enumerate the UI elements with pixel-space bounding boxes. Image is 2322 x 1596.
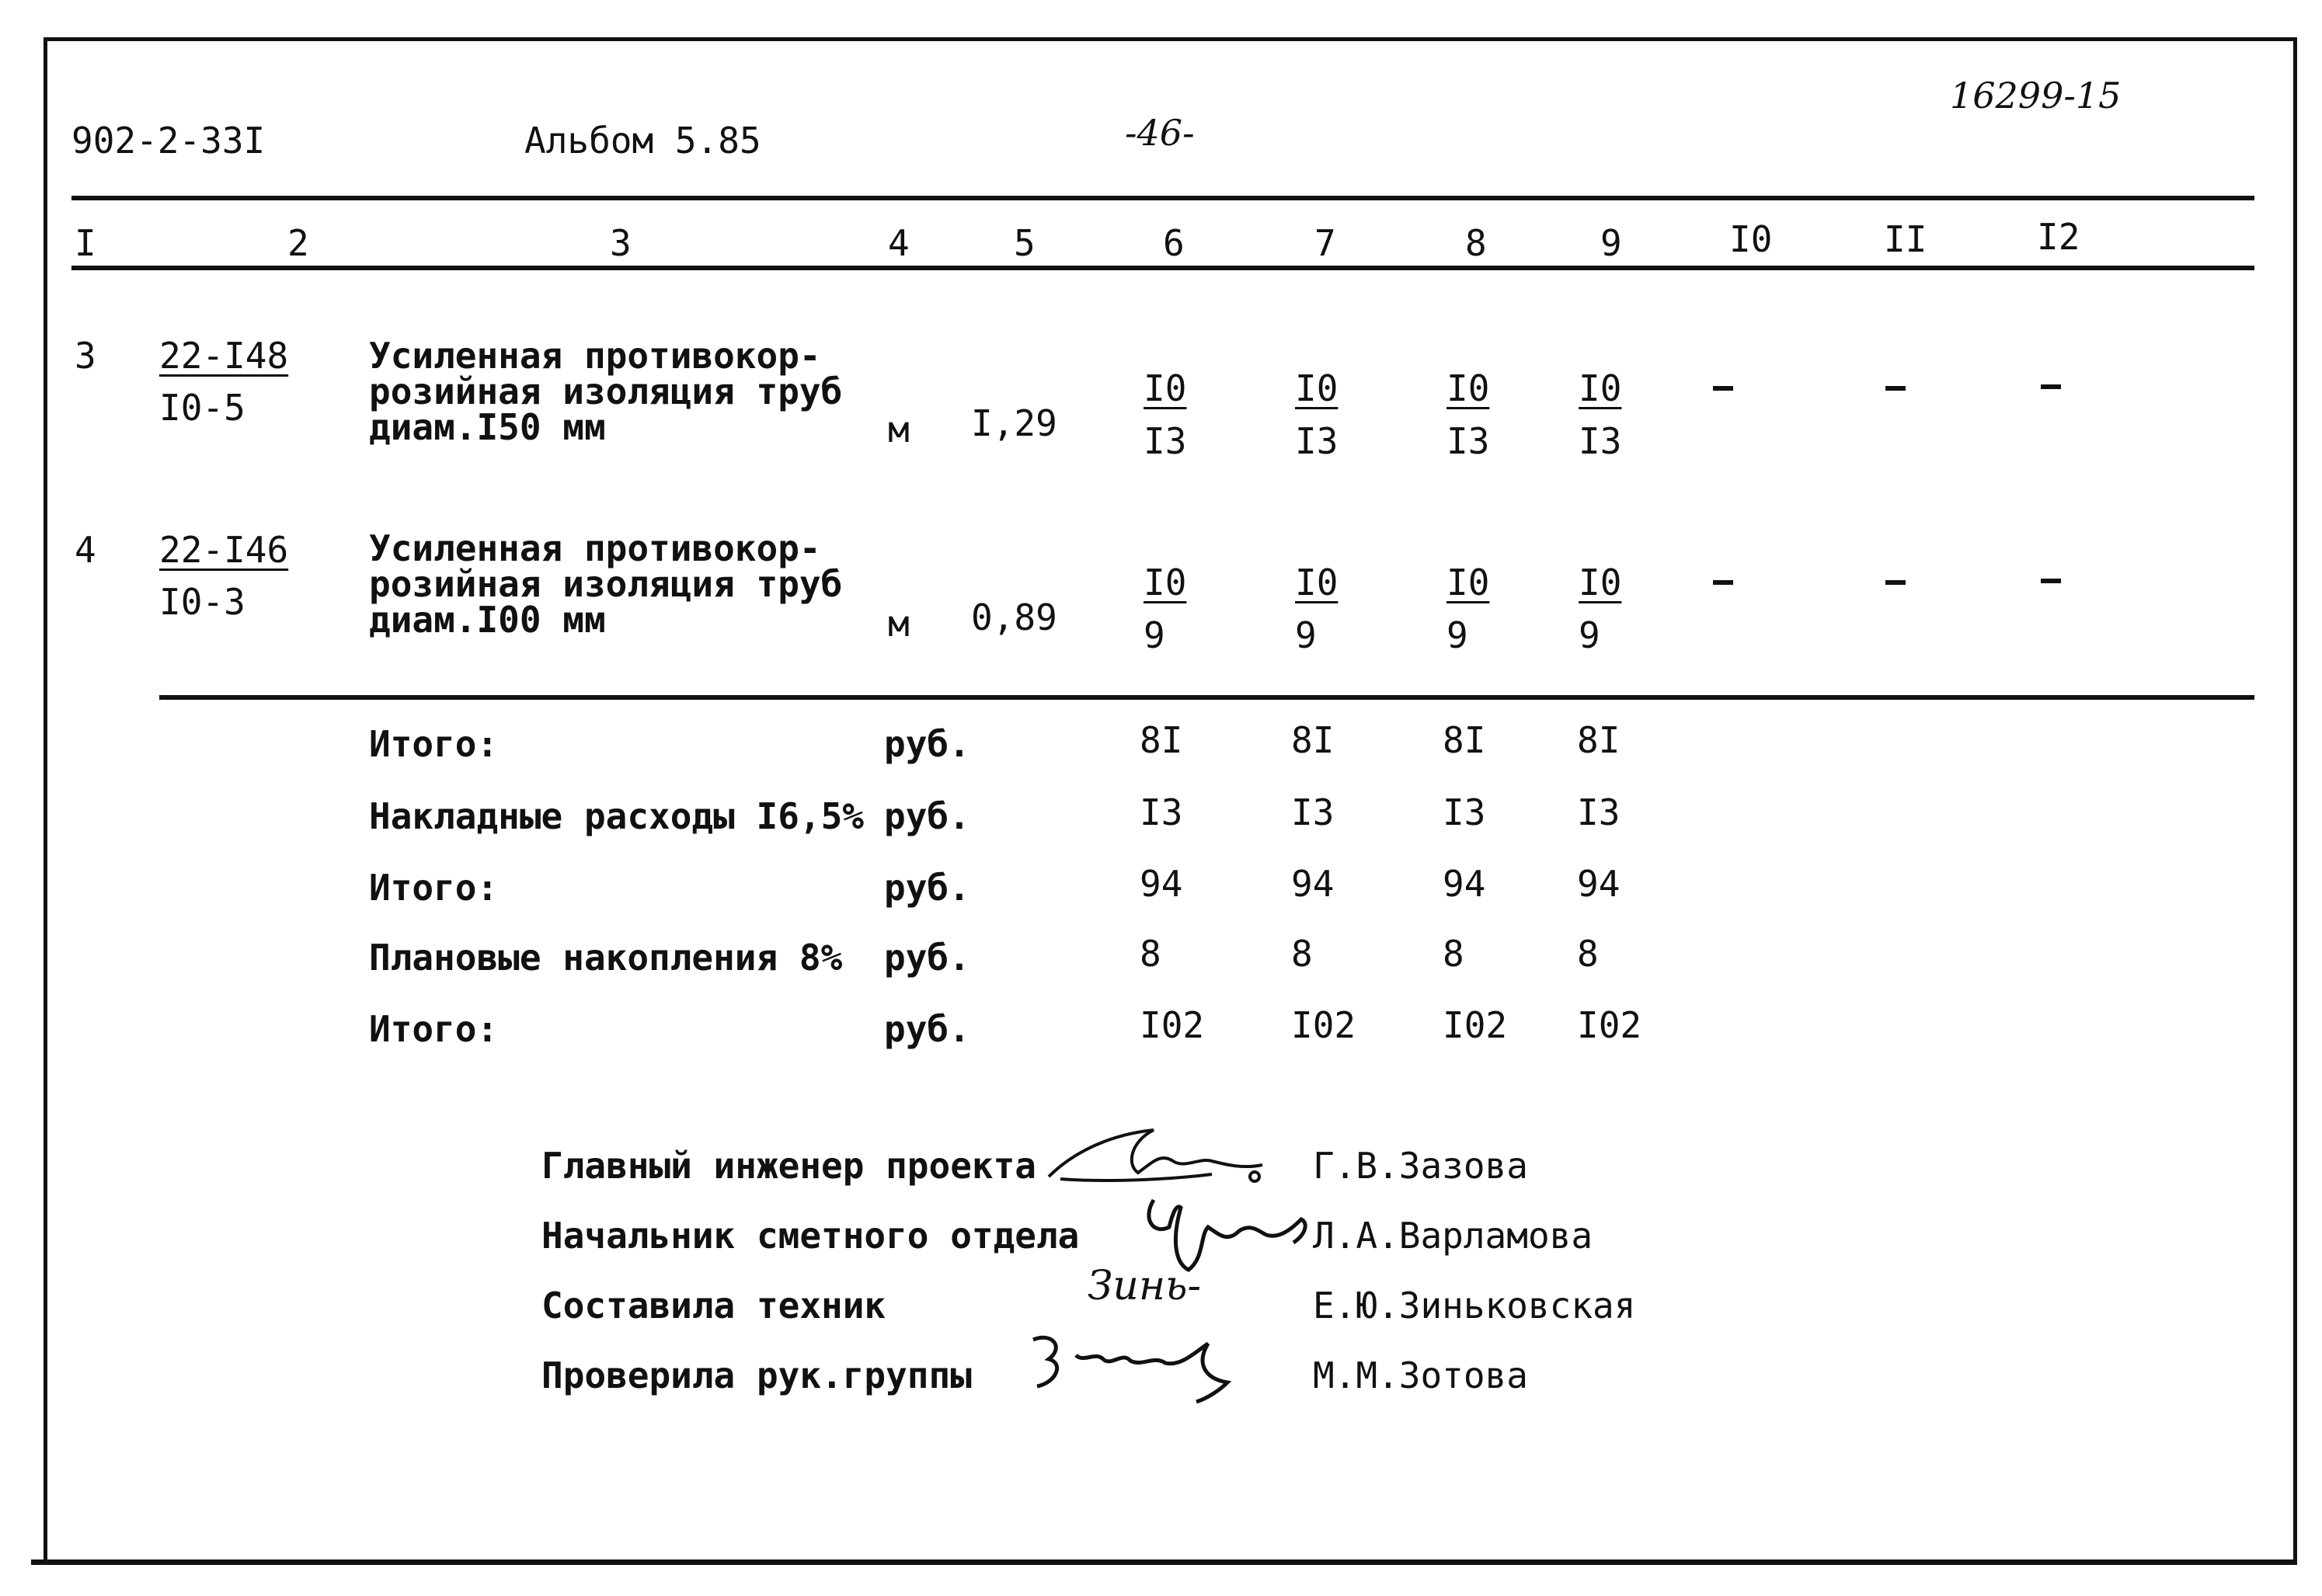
totals-value: I02 [1291, 1004, 1356, 1046]
totals-value: I3 [1443, 791, 1486, 833]
totals-value: 94 [1291, 863, 1335, 905]
totals-unit: руб. [884, 867, 970, 909]
totals-label: Итого: [369, 1008, 499, 1050]
totals-value: I3 [1140, 791, 1183, 833]
signatory-role: Главный инженер проекта [541, 1145, 1036, 1187]
fraction-denominator: I3 [1446, 420, 1490, 462]
work-description [369, 527, 843, 641]
fraction-numerator: I0 [1446, 367, 1490, 409]
fraction-denominator: I3 [1144, 420, 1187, 462]
frame-bottom-border [31, 1559, 2296, 1565]
signatory-name: М.М.Зотова [1313, 1354, 1528, 1396]
totals-value: 94 [1140, 863, 1183, 905]
description-line: розийная изоляция труб [369, 563, 843, 605]
work-description [369, 335, 843, 448]
empty-cell-dash [1713, 580, 1733, 585]
totals-rule [159, 695, 2254, 700]
totals-value: I3 [1577, 791, 1621, 833]
norm-code-bottom: I0-3 [159, 581, 245, 623]
row-number: 4 [75, 529, 96, 571]
frame-left-border [44, 37, 47, 1559]
column-header-8: 8 [1465, 222, 1487, 264]
signature-scribble [1010, 1320, 1251, 1406]
totals-value: I02 [1443, 1004, 1508, 1046]
totals-unit: руб. [884, 937, 970, 979]
fraction-numerator: I0 [1295, 367, 1339, 409]
frame-top-border [44, 37, 2296, 41]
unit: м [888, 409, 910, 450]
document-code: 902-2-33I [71, 120, 266, 162]
description-line: Усиленная противокор- [369, 335, 821, 377]
totals-value: I02 [1577, 1004, 1642, 1046]
quantity: I,29 [971, 402, 1057, 444]
column-header-1: I [75, 222, 96, 264]
signature-scribble [1045, 1118, 1282, 1188]
fraction-numerator: I0 [1446, 562, 1490, 603]
signatory-role: Составила техник [541, 1285, 886, 1327]
column-header-12: I2 [2037, 216, 2080, 258]
fraction-numerator: I0 [1579, 562, 1622, 603]
totals-unit: руб. [884, 795, 970, 837]
quantity: 0,89 [971, 596, 1057, 638]
totals-value: 8I [1291, 719, 1335, 761]
signatory-name: Е.Ю.Зиньковская [1313, 1285, 1636, 1327]
row-number: 3 [75, 335, 96, 377]
signatory-name: Л.А.Варламова [1313, 1215, 1593, 1257]
fraction-denominator: 9 [1579, 614, 1600, 656]
totals-value: 94 [1577, 863, 1621, 905]
description-line: розийная изоляция труб [369, 370, 843, 412]
signatory-role: Проверила рук.группы [541, 1354, 972, 1396]
album-label: Альбом 5.85 [524, 120, 761, 162]
description-line: Усиленная противокор- [369, 527, 821, 569]
sheet-reference: 16299-15 [1950, 75, 2122, 116]
column-header-5: 5 [1014, 222, 1036, 264]
fraction-numerator: I0 [1579, 367, 1622, 409]
column-header-7: 7 [1314, 222, 1336, 264]
signatory-role: Начальник сметного отдела [541, 1215, 1080, 1257]
empty-cell-dash [1885, 580, 1906, 585]
empty-cell-dash [2041, 579, 2061, 583]
fraction-denominator: 9 [1295, 614, 1317, 656]
totals-unit: руб. [884, 1008, 970, 1050]
norm-code-bottom: I0-5 [159, 387, 245, 429]
header-top-rule [71, 196, 2254, 200]
empty-cell-dash [1885, 386, 1906, 391]
page-number: -46- [1125, 112, 1195, 154]
totals-value: 8 [1443, 933, 1464, 975]
header-bottom-rule [71, 266, 2254, 270]
empty-cell-dash [2041, 384, 2061, 389]
column-header-2: 2 [287, 222, 309, 264]
column-header-6: 6 [1163, 222, 1185, 264]
unit: м [888, 603, 910, 645]
norm-code-top: 22-I46 [159, 529, 289, 571]
totals-value: 94 [1443, 863, 1486, 905]
fraction-denominator: I3 [1579, 420, 1622, 462]
signatory-name: Г.В.Зазова [1313, 1145, 1528, 1187]
totals-value: I02 [1140, 1004, 1205, 1046]
column-header-9: 9 [1600, 222, 1622, 264]
description-line: диам.I50 мм [369, 406, 606, 448]
totals-value: 8 [1577, 933, 1599, 975]
description-line: диам.I00 мм [369, 599, 606, 641]
fraction-numerator: I0 [1144, 562, 1187, 603]
norm-code-top: 22-I48 [159, 335, 289, 377]
column-header-3: 3 [610, 222, 632, 264]
totals-value: 8 [1140, 933, 1161, 975]
totals-value: 8I [1140, 719, 1183, 761]
signature-scribble: Зинь- [1088, 1263, 1202, 1309]
empty-cell-dash [1713, 386, 1733, 391]
totals-value: I3 [1291, 791, 1335, 833]
column-header-10: I0 [1729, 218, 1773, 260]
totals-value: 8I [1443, 719, 1486, 761]
totals-label: Накладные расходы I6,5% [369, 795, 864, 837]
totals-label: Итого: [369, 723, 499, 765]
totals-label: Итого: [369, 867, 499, 909]
fraction-numerator: I0 [1295, 562, 1339, 603]
totals-value: 8I [1577, 719, 1621, 761]
fraction-denominator: 9 [1144, 614, 1165, 656]
fraction-numerator: I0 [1144, 367, 1187, 409]
column-header-11: II [1884, 218, 1927, 260]
column-header-4: 4 [888, 222, 910, 264]
totals-value: 8 [1291, 933, 1313, 975]
totals-label: Плановые накопления 8% [369, 937, 843, 979]
frame-right-border [2293, 37, 2297, 1565]
fraction-denominator: 9 [1446, 614, 1468, 656]
totals-unit: руб. [884, 723, 970, 765]
fraction-denominator: I3 [1295, 420, 1339, 462]
